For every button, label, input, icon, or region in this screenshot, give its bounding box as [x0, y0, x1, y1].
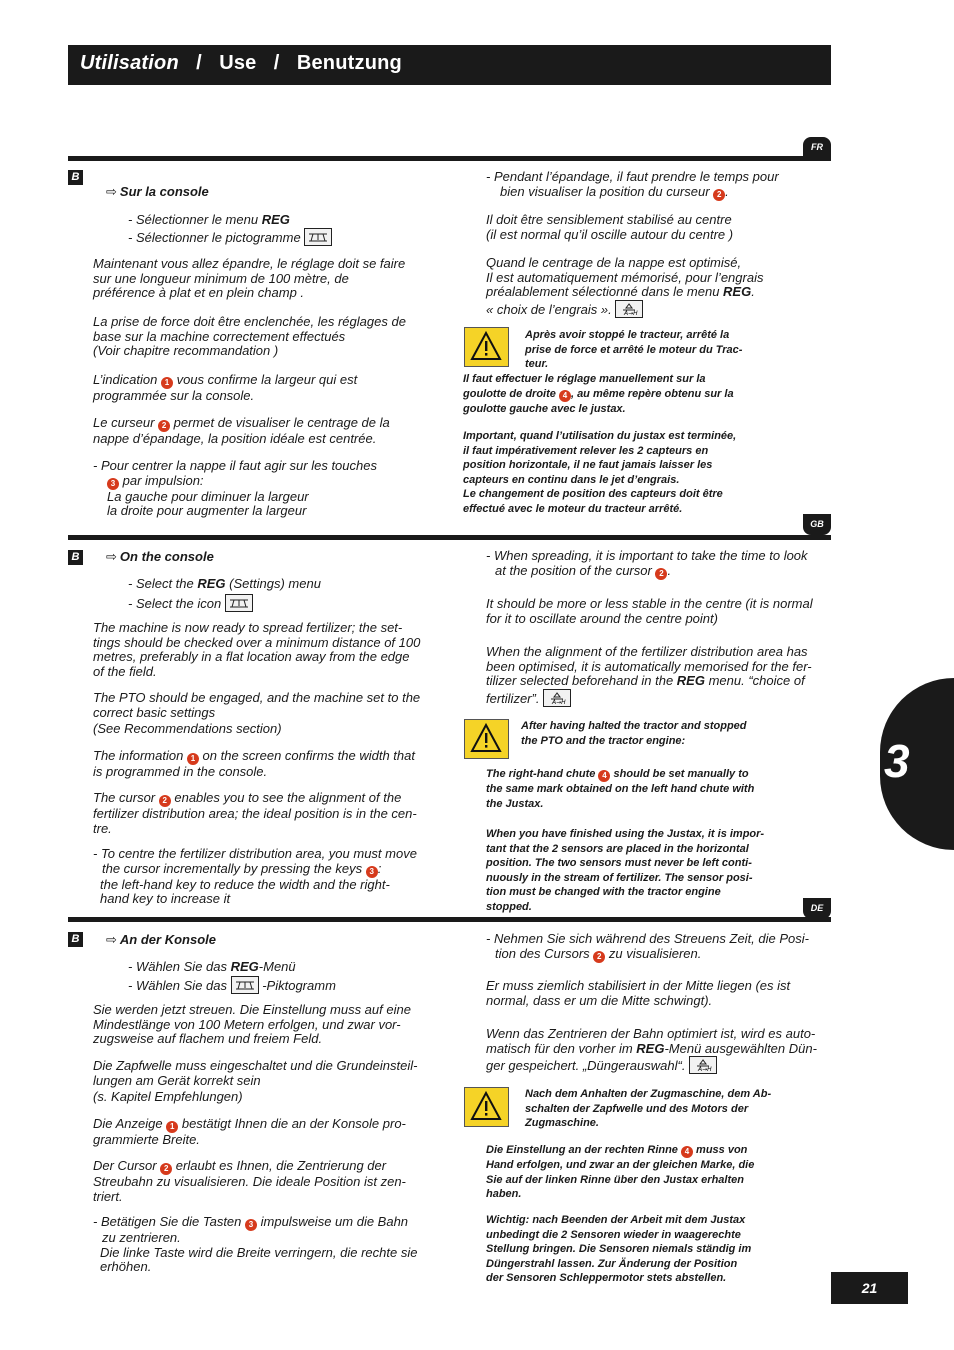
warning-text: Nach dem Anhalten der Zugmaschine, dem Ab- schalten der Zapfwelle und des Motors der Zugmaschine. — [525, 1088, 772, 1130]
warning-icon — [464, 719, 509, 759]
paragraph: - When spreading, it is important to take the time to look at the position of the cursor 2 . — [486, 548, 808, 578]
title-sep: / — [196, 52, 202, 74]
paragraph: - Nehmen Sie sich während des Streuens Zeit, die Posi- tion des Cursors 2 zu visualisieren. — [486, 931, 809, 961]
title-fr: Utilisation — [80, 52, 179, 74]
spreader-width-icon — [304, 228, 332, 246]
paragraph: The information 1 on the screen confirms the width that is programmed in the console. — [93, 748, 415, 779]
paragraph: La prise de force doit être enclenchée, les réglages de base sur la machine correctement effectués (Voir chapitre recommandation ) — [93, 314, 406, 359]
paragraph: The cursor 2 enables you to see the alignment of the fertilizer distribution area; the ideal position is in the cen- tre. — [93, 790, 417, 836]
paragraph: It should be more or less stable in the centre (it is normal for it to oscillate around the centre point) — [486, 596, 813, 626]
section-marker-b: B — [68, 170, 83, 185]
warning-text: Wichtig: nach Beenden der Arbeit mit dem Justax unbedingt die 2 Sensoren wieder in waagerechte Stellung bringen. Die Sensoren niemals ständig im Düngerstrahl lassen. Zur Änderung der Position der Sensoren Schleppermotor stets abstellen. — [486, 1214, 752, 1285]
instruction: - Select the icon — [128, 594, 253, 612]
section-rule — [68, 156, 831, 161]
instruction: - Sélectionner le menu REG — [128, 212, 290, 227]
arrow-icon: ⇨ — [106, 932, 117, 947]
paragraph: The PTO should be engaged, and the machine set to the correct basic settings (See Recommendations section) — [93, 690, 421, 737]
paragraph: When the alignment of the fertilizer distribution area has been optimised, it is automatically memorised for the fer- tilizer selected beforehand in the REG menu. “choice of fertilizer”. A→H — [486, 644, 812, 706]
badge-3: 3 — [245, 1219, 257, 1231]
section-rule — [68, 535, 831, 540]
paragraph: Die Zapfwelle muss eingeschaltet und die Grundeinsteil- lungen am Gerät korrekt sein (s. Kapitel Empfehlungen) — [93, 1058, 418, 1105]
svg-text:A→H: A→H — [624, 309, 639, 317]
badge-3: 3 — [107, 478, 119, 490]
badge-1: 1 — [166, 1121, 178, 1133]
title-gb: Use — [219, 52, 257, 74]
svg-text:A→H: A→H — [552, 698, 566, 706]
title-de: Benutzung — [296, 52, 402, 74]
paragraph: The machine is now ready to spread fertilizer; the set- tings should be checked over a minimum distance of 100 metres, preferably in a flat location away from the edge of the field. — [93, 620, 421, 679]
badge-4: 4 — [681, 1146, 693, 1158]
warning-text: The right-hand chute 4 should be set manually to the same mark obtained on the left hand chute with the Justax. — [486, 768, 755, 810]
badge-1: 1 — [187, 753, 199, 765]
warning-text: Important, quand l’utilisation du justax est terminée, il faut impérativement relever les 2 capteurs en position horizontale, il ne faut jamais laisser les capteurs en continu dans le jet d’engrais. Le changement de position des capteurs doit être effectué avec le moteur du tracteur arrêté. — [463, 430, 737, 515]
badge-4: 4 — [598, 770, 610, 782]
spreader-width-icon — [231, 976, 259, 994]
badge-2: 2 — [713, 189, 725, 201]
badge-1: 1 — [161, 377, 173, 389]
paragraph: Der Cursor 2 erlaubt es Ihnen, die Zentrierung der Streubahn zu visualisieren. Die ideale Position ist zen- triert. — [93, 1158, 406, 1204]
fertilizer-choice-icon — [543, 689, 571, 707]
fertilizer-choice-icon — [689, 1056, 717, 1074]
paragraph: - Pour centrer la nappe il faut agir sur les touches 3 par impulsion: La gauche pour diminuer la largeur la droite pour augmenter la largeur — [93, 458, 377, 519]
paragraph: - To centre the fertilizer distribution area, you must move the cursor incrementally by pressing the keys 3 : the left-hand key to reduce the width and the right- hand key to increase it — [93, 846, 417, 907]
section-heading: ⇨ An der Konsole — [106, 932, 216, 947]
paragraph: Maintenant vous allez épandre, le réglage doit se faire sur une longueur minimum de 100 mètre, de préférence à plat et en plein champ . — [93, 256, 406, 301]
warning-text: Il faut effectuer le réglage manuellement sur la goulotte de droite 4 , au même repère obtenu sur la goulotte gauche avec le justax. — [463, 373, 734, 415]
section-marker-b: B — [68, 550, 83, 565]
badge-3: 3 — [366, 866, 378, 878]
badge-2: 2 — [160, 1163, 172, 1175]
warning-text: Die Einstellung an der rechten Rinne 4 muss von Hand erfolgen, und zwar an der gleichen Marke, die Sie auf der linken Rinne über den Justax erhalten haben. — [486, 1144, 755, 1201]
paragraph: - Betätigen Sie die Tasten 3 impulsweise um die Bahn zu zentrieren. Die linke Taste wird die Breite verringern, die rechte sie erhöhen. — [93, 1214, 418, 1275]
badge-2: 2 — [593, 951, 605, 963]
fertilizer-choice-icon — [615, 300, 643, 318]
lang-tab-de: DE — [803, 898, 831, 919]
paragraph: Le curseur 2 permet de visualiser le centrage de la nappe d’épandage, la position idéale est centrée. — [93, 415, 390, 446]
section-marker-b: B — [68, 932, 83, 947]
warning-text: After having halted the tractor and stopped the PTO and the tractor engine: — [521, 720, 747, 747]
warning-icon — [464, 327, 509, 367]
badge-4: 4 — [559, 390, 571, 402]
paragraph: Er muss ziemlich stabilisiert in der Mitte liegen (es ist normal, dass er um die Mitte schwingt). — [486, 978, 791, 1008]
badge-2: 2 — [158, 420, 170, 432]
page-number: 21 — [831, 1272, 908, 1304]
chapter-tab: 3 — [880, 678, 954, 850]
paragraph: Quand le centrage de la nappe est optimisé, Il est automatiquement mémorisé, pour l’engrais préalablement sélectionné dans le menu REG. « choix de l’engrais ». A→H — [486, 255, 764, 317]
lang-tab-fr: FR — [803, 137, 831, 158]
instruction: - Wählen Sie das REG-Menü — [128, 959, 296, 974]
instruction: - Wählen Sie das -Piktogramm — [128, 978, 336, 993]
title-sep: / — [273, 52, 280, 74]
arrow-icon: ⇨ — [106, 549, 117, 564]
svg-text:A→H: A→H — [698, 1066, 712, 1074]
warning-text: When you have finished using the Justax, it is impor- tant that the 2 sensors are placed in the horizontal position. The two sensors must never be left conti- nuously in the stream of fertilizer. The sensor posi- tion must be changed with the tractor engine stopped. — [486, 828, 765, 913]
paragraph: Sie werden jetzt streuen. Die Einstellung muss auf eine Mindestlänge von 100 Metern erfolgen, und zwar vor- zugsweise auf flachem und freiem Feld. — [93, 1002, 411, 1047]
paragraph: - Pendant l’épandage, il faut prendre le temps pour bien visualiser la position du curseur 2 . — [486, 169, 779, 199]
warning-text: Après avoir stoppé le tracteur, arrêté la prise de force et arrêté le moteur du Trac- teur. — [525, 329, 743, 371]
lang-tab-gb: GB — [803, 514, 831, 535]
page-header — [68, 45, 831, 85]
instruction: - Select the REG (Settings) menu — [128, 576, 321, 591]
warning-icon — [464, 1087, 509, 1127]
paragraph: Wenn das Zentrieren der Bahn optimiert ist, wird es auto- matisch für den vorher im REG-Menü ausgewählten Dün- ger gespeichert. „Düngerauswahl“. A→H — [486, 1026, 817, 1074]
badge-2: 2 — [655, 568, 667, 580]
section-heading: ⇨ On the console — [106, 549, 214, 564]
page-title — [80, 52, 402, 75]
section-rule — [68, 917, 831, 922]
arrow-icon: ⇨ — [106, 184, 117, 199]
section-heading: ⇨ Sur la console — [106, 184, 209, 199]
paragraph: Il doit être sensiblement stabilisé au centre (il est normal qu’il oscille autour du centre ) — [486, 212, 734, 242]
paragraph: Die Anzeige 1 bestätigt Ihnen die an der Konsole pro- grammierte Breite. — [93, 1116, 406, 1147]
paragraph: L’indication 1 vous confirme la largeur qui est programmée sur la console. — [93, 372, 358, 403]
badge-2: 2 — [159, 795, 171, 807]
instruction: - Sélectionner le pictogramme — [128, 228, 332, 246]
spreader-width-icon — [225, 594, 253, 612]
